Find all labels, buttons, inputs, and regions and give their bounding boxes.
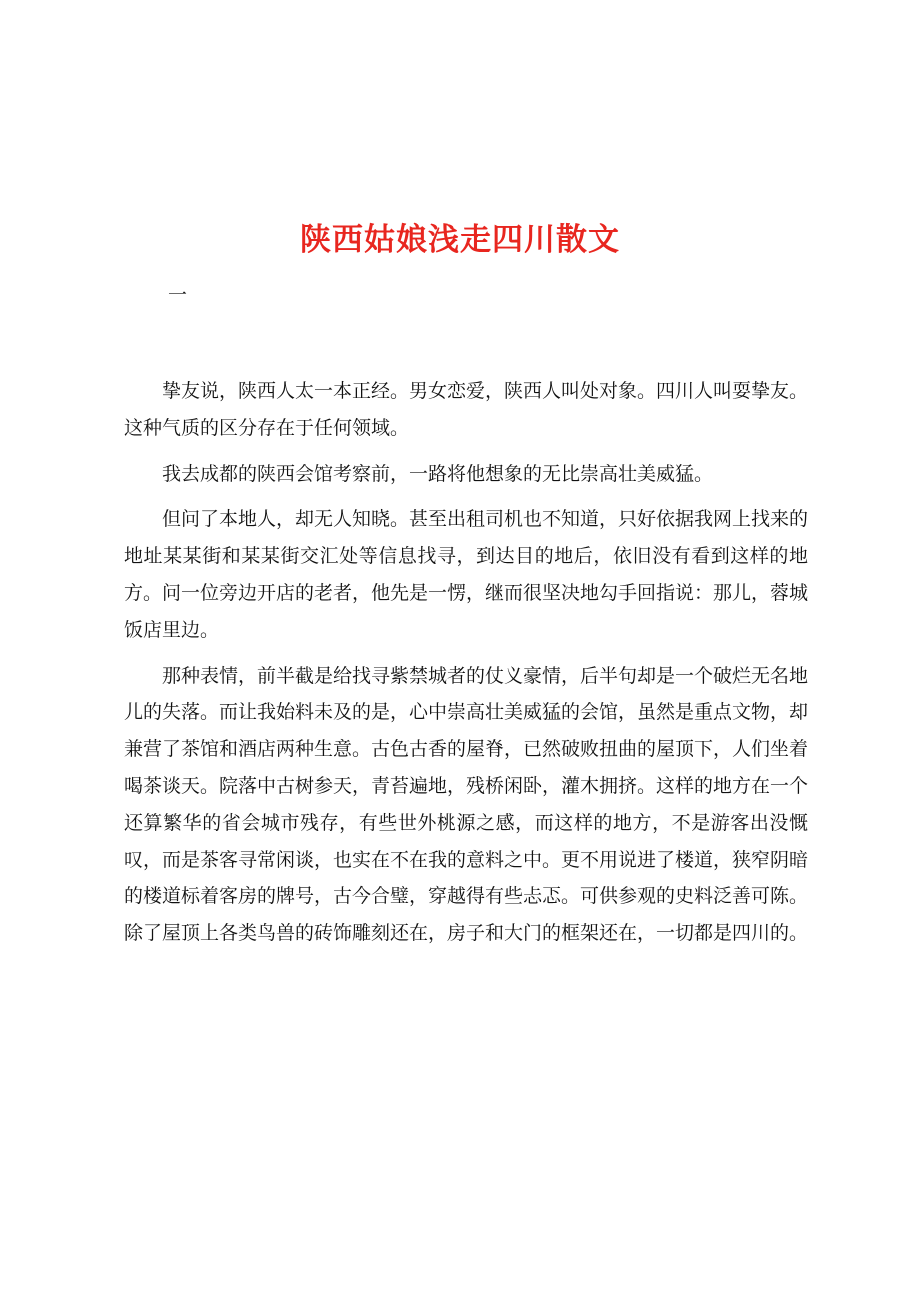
document-body [124,373,808,961]
section-number: 一 [168,284,188,306]
paragraph-4: 那种表情，前半截是给找寻紫禁城者的仗义豪情，后半句却是一个破烂无名地儿的失落。而让我始料未及的是，心中崇高壮美威猛的会馆，虽然是重点文物，却兼营了茶馆和酒店两种生意。古色古香的屋脊，已然破败扭曲的屋顶下，人们坐着喝茶谈天。院落中古树参天，青苔遍地，残桥闲卧，灌木拥挤。这样的地方在一个还算繁华的省会城市残存，有些世外桃源之感，而这样的地方，不是游客出没慨叹，而是茶客寻常闲谈，也实在不在我的意料之中。更不用说进了楼道，狭窄阴暗的楼道标着客房的牌号，古今合璧，穿越得有些忐忑。可供参观的史料泛善可陈。除了屋顶上各类鸟兽的砖饰雕刻还在，房子和大门的框架还在，一切都是四川的。 [124,664,809,945]
paragraph-2: 我去成都的陕西会馆考察前，一路将他想象的无比崇高壮美威猛。 [162,462,714,485]
document-title: 陕西姑娘浅走四川散文 [300,221,620,258]
paragraph-3: 但问了本地人，却无人知晓。甚至出租司机也不知道，只好依据我网上找来的地址某某街和某某街交汇处等信息找寻，到达目的地后，依旧没有看到这样的地方。问一位旁边开店的老者，他先是一愣，继而很坚决地勾手回指说：那儿，蓉城饭店里边。 [124,508,809,641]
paragraph-1: 挚友说，陕西人太一本正经。男女恋爱，陕西人叫处对象。四川人叫耍挚友。这种气质的区分存在于任何领域。 [124,380,809,439]
